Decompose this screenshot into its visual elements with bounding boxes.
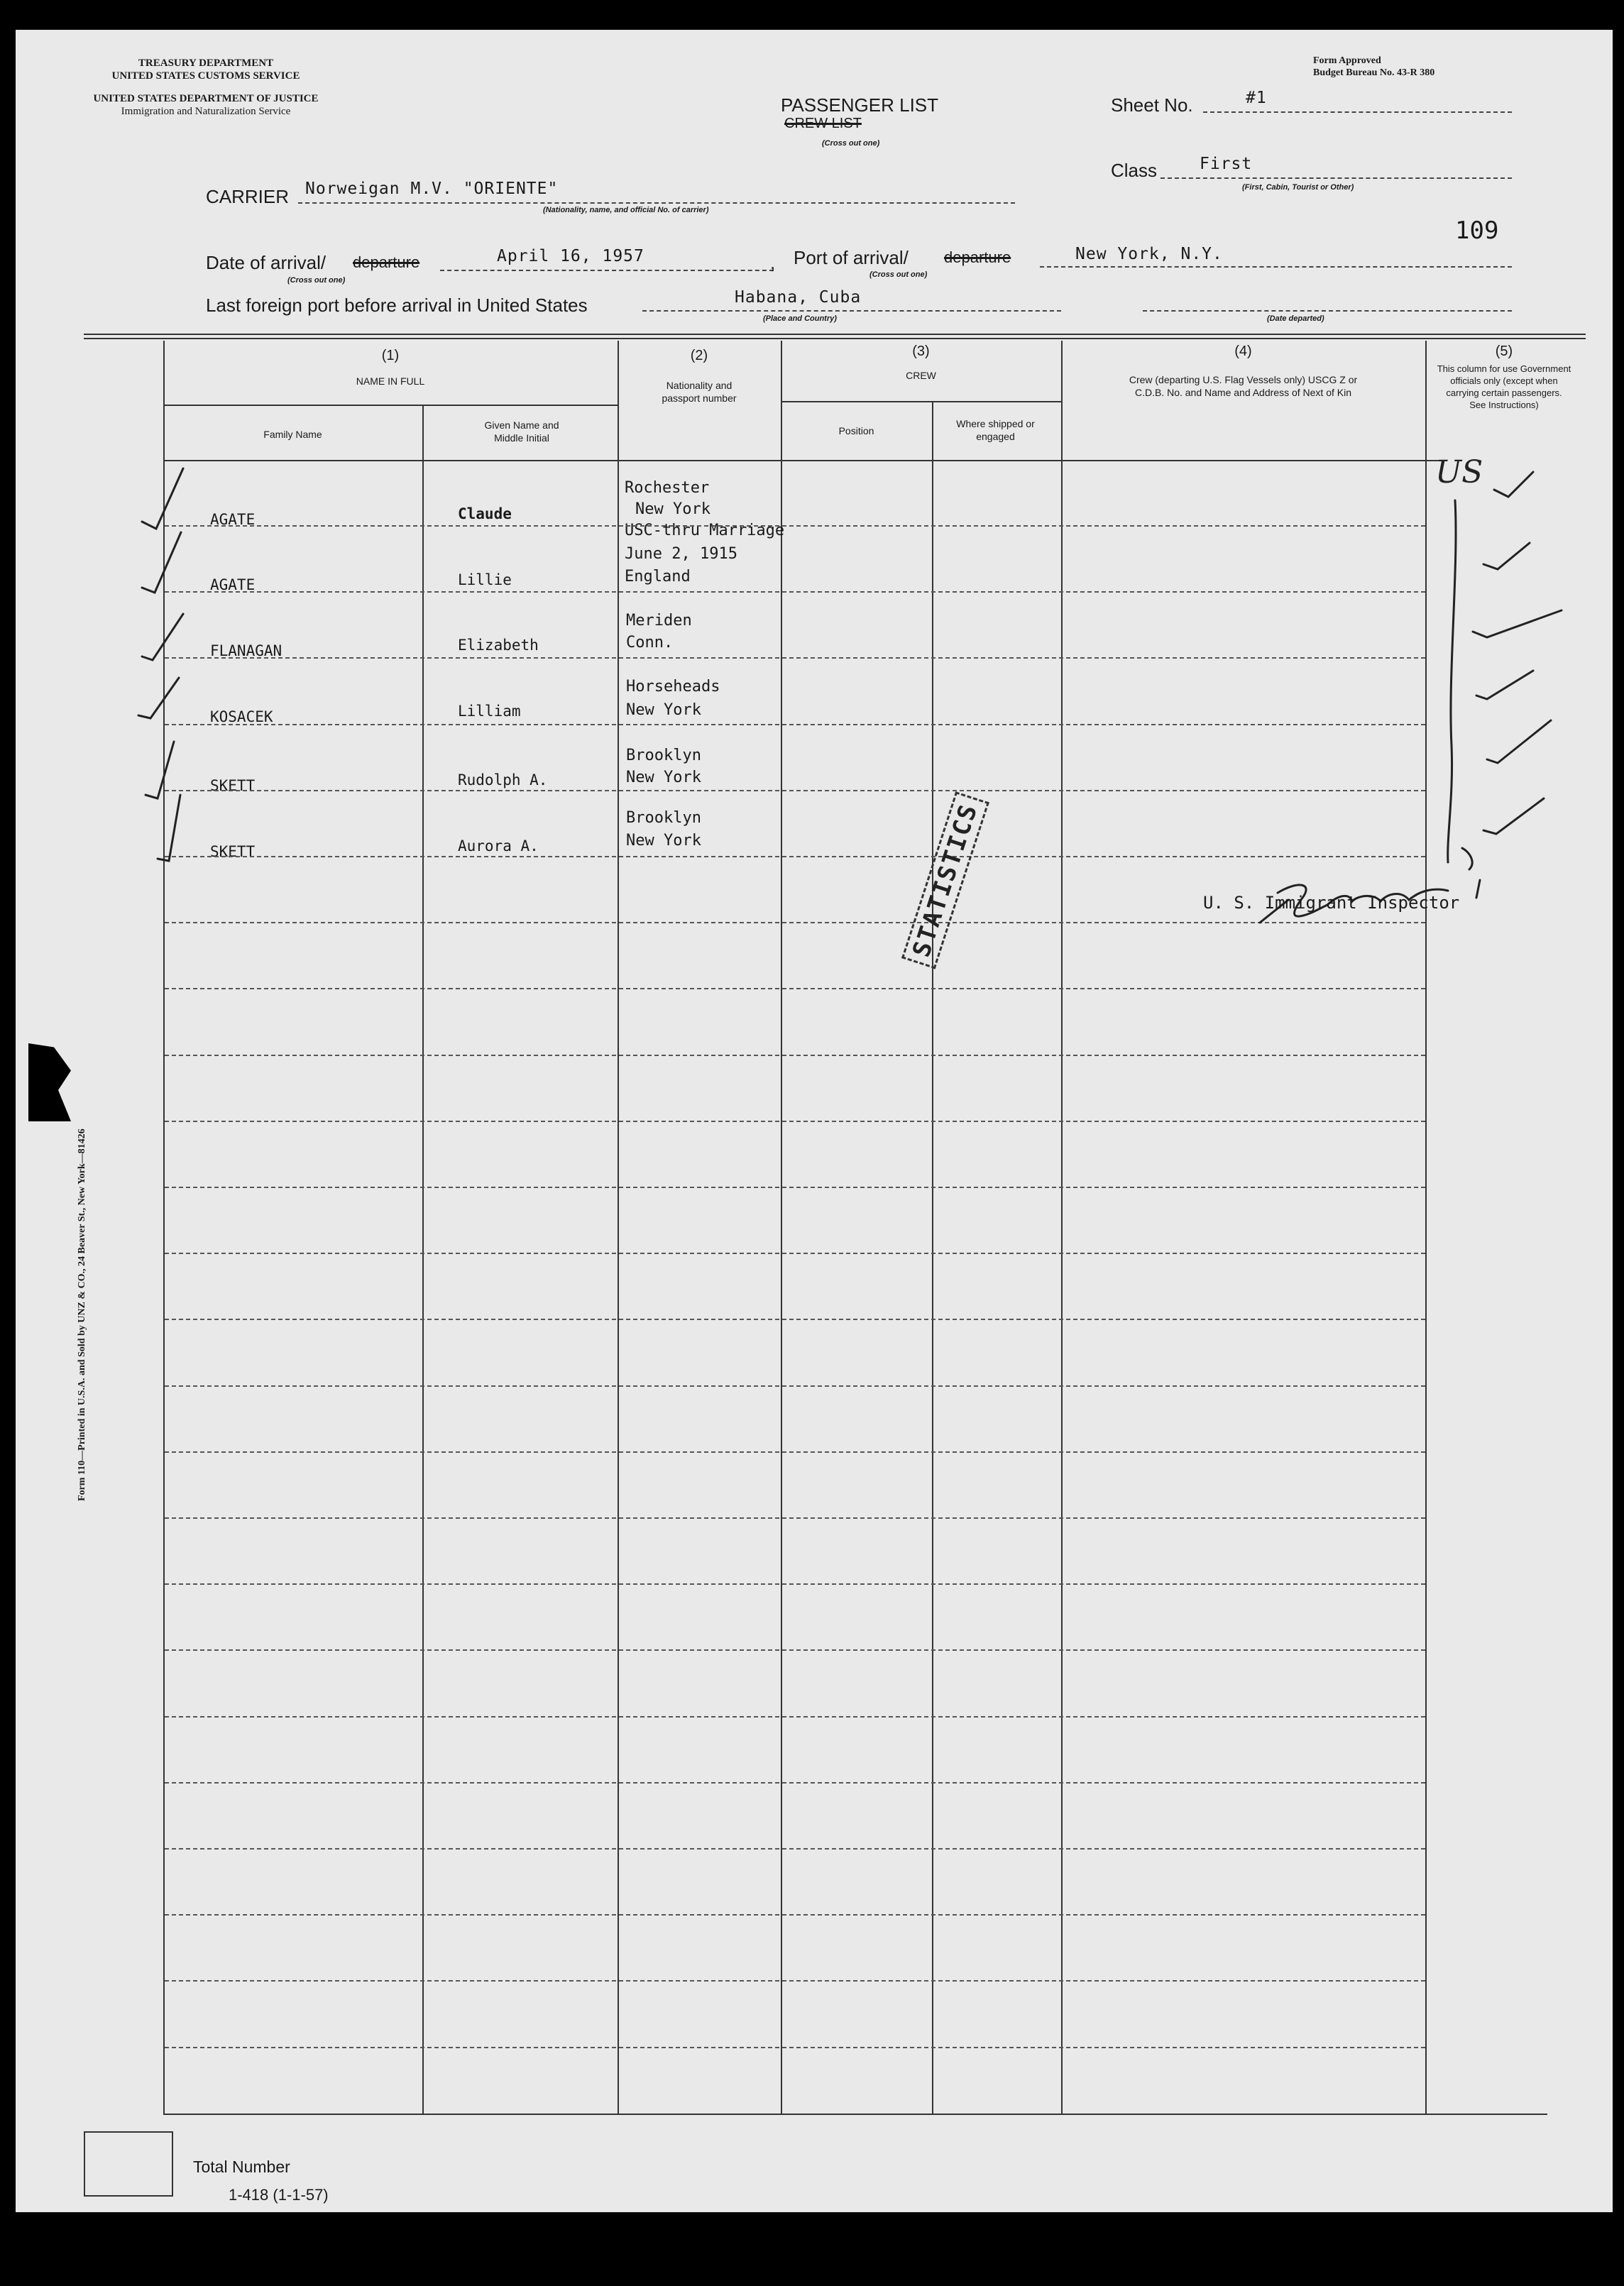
- nationality-header: Nationality and passport number: [662, 380, 737, 405]
- sheet-label: Sheet No.: [1111, 94, 1193, 116]
- check-mark-icon: [142, 532, 181, 593]
- crew-list-struck: CREW LIST: [784, 116, 862, 131]
- col5-num: (5): [1495, 344, 1513, 359]
- nationality-line2: New York: [626, 769, 701, 786]
- nationality-line2: New York: [626, 701, 701, 719]
- carrier-hint: (Nationality, name, and official No. of carrier): [543, 206, 709, 214]
- check-mark-icon: [146, 742, 174, 798]
- check-mark-icon: [1483, 798, 1544, 834]
- arrival-port: New York, N.Y.: [1075, 245, 1223, 263]
- col2-num: (2): [690, 348, 708, 363]
- nationality-line1: Brooklyn: [626, 747, 701, 764]
- date-label: Date of arrival/: [206, 252, 327, 273]
- inspector-label: U. S. Immigrant Inspector: [1203, 893, 1460, 913]
- port-hint: (Cross out one): [869, 270, 928, 279]
- check-mark-icon: [142, 614, 183, 660]
- where-shipped-header: Where shipped or engaged: [956, 418, 1035, 443]
- form-code: 1-418 (1-1-57): [229, 2186, 329, 2204]
- treasury-dept: TREASURY DEPARTMENT: [138, 57, 274, 69]
- budget-bureau: Budget Bureau No. 43-R 380: [1313, 67, 1435, 78]
- nationality-line2: Conn.: [626, 634, 674, 652]
- last-port-hint: (Place and Country): [763, 314, 837, 323]
- check-mark-icon: [142, 468, 183, 529]
- family-name: FLANAGAN: [210, 642, 282, 659]
- check-mark-icon: [1473, 610, 1562, 637]
- date-struck: departure: [353, 253, 420, 271]
- position-header: Position: [838, 425, 874, 436]
- form-approved: Form Approved: [1313, 55, 1381, 66]
- ins-name: Immigration and Naturalization Service: [121, 106, 291, 117]
- crew-departing-header: Crew (departing U.S. Flag Vessels only) USCG Z or C.D.B. No. and Name and Address of Next of Kin: [1129, 374, 1358, 399]
- list-title: PASSENGER LIST: [781, 94, 939, 116]
- family-name: SKETT: [210, 777, 256, 794]
- crew-header: CREW: [906, 370, 936, 381]
- nationality-line1: Meriden: [626, 612, 692, 630]
- given-name: Aurora A.: [458, 837, 539, 854]
- check-mark-icon: [1494, 472, 1533, 497]
- given-name-header: Given Name and Middle Initial: [484, 419, 559, 444]
- last-port-label: Last foreign port before arrival in United States: [206, 295, 588, 316]
- nationality-line1: June 2, 1915: [625, 545, 737, 563]
- carrier-label: CARRIER: [206, 186, 290, 207]
- side-print: Form 110—Printed in U.S.A. and Sold by UNZ & CO., 24 Beaver St., New York—81426: [77, 1128, 87, 1501]
- given-name: Lilliam: [458, 703, 521, 720]
- total-number-label: Total Number: [193, 2158, 290, 2176]
- statistics-stamp: STATISTICS: [901, 791, 989, 969]
- nationality-line1: Horseheads: [626, 678, 720, 696]
- nationality-line1: Rochester: [625, 479, 710, 497]
- carrier-value: Norweigan M.V. "ORIENTE": [305, 180, 559, 198]
- nationality-line2: England: [625, 568, 691, 586]
- us-mark: US: [1435, 454, 1483, 490]
- check-mark-icon: [138, 678, 179, 718]
- check-mark-icon: [1483, 543, 1530, 569]
- class-value: First: [1200, 155, 1253, 173]
- total-number-box: [84, 2131, 173, 2197]
- given-name: Elizabeth: [458, 637, 539, 654]
- check-mark-icon: [1476, 671, 1533, 699]
- nationality-line0: USC-thru Marriage: [625, 522, 785, 539]
- given-name: Rudolph A.: [458, 771, 548, 788]
- check-mark-icon: [1487, 720, 1551, 763]
- nationality-line1: Brooklyn: [626, 809, 701, 827]
- port-struck: departure: [944, 248, 1011, 266]
- family-name: SKETT: [210, 843, 256, 860]
- col1-title: NAME IN FULL: [356, 375, 425, 387]
- nationality-line2: New York: [626, 832, 701, 850]
- col4-num: (4): [1234, 344, 1252, 359]
- given-name: Lillie: [458, 571, 512, 588]
- nationality-line2: New York: [635, 500, 710, 518]
- last-port-value: Habana, Cuba: [735, 288, 862, 307]
- class-label: Class: [1111, 160, 1158, 181]
- date-departed-hint: (Date departed): [1267, 314, 1324, 323]
- page-number: 109: [1455, 216, 1499, 245]
- date-hint: (Cross out one): [287, 276, 346, 285]
- customs-service: UNITED STATES CUSTOMS SERVICE: [111, 70, 300, 82]
- family-name: AGATE: [210, 511, 256, 528]
- col3-num: (3): [912, 344, 930, 359]
- given-name: Claude: [458, 505, 512, 522]
- port-label: Port of arrival/: [794, 247, 909, 268]
- gov-use-header: This column for use Government officials only (except when carrying certain passengers. See Instructions): [1437, 363, 1571, 410]
- class-hint: (First, Cabin, Tourist or Other): [1242, 183, 1354, 192]
- family-name-header: Family Name: [263, 429, 322, 440]
- family-name: KOSACEK: [210, 708, 273, 725]
- arrival-date: April 16, 1957: [497, 247, 644, 265]
- cross-out-hint: (Cross out one): [822, 139, 880, 148]
- comma: ,: [770, 252, 776, 273]
- family-name: AGATE: [210, 576, 256, 593]
- justice-dept: UNITED STATES DEPARTMENT OF JUSTICE: [93, 93, 319, 104]
- sheet-value: #1: [1246, 89, 1267, 107]
- check-mark-icon: [158, 795, 180, 861]
- col1-num: (1): [381, 348, 400, 363]
